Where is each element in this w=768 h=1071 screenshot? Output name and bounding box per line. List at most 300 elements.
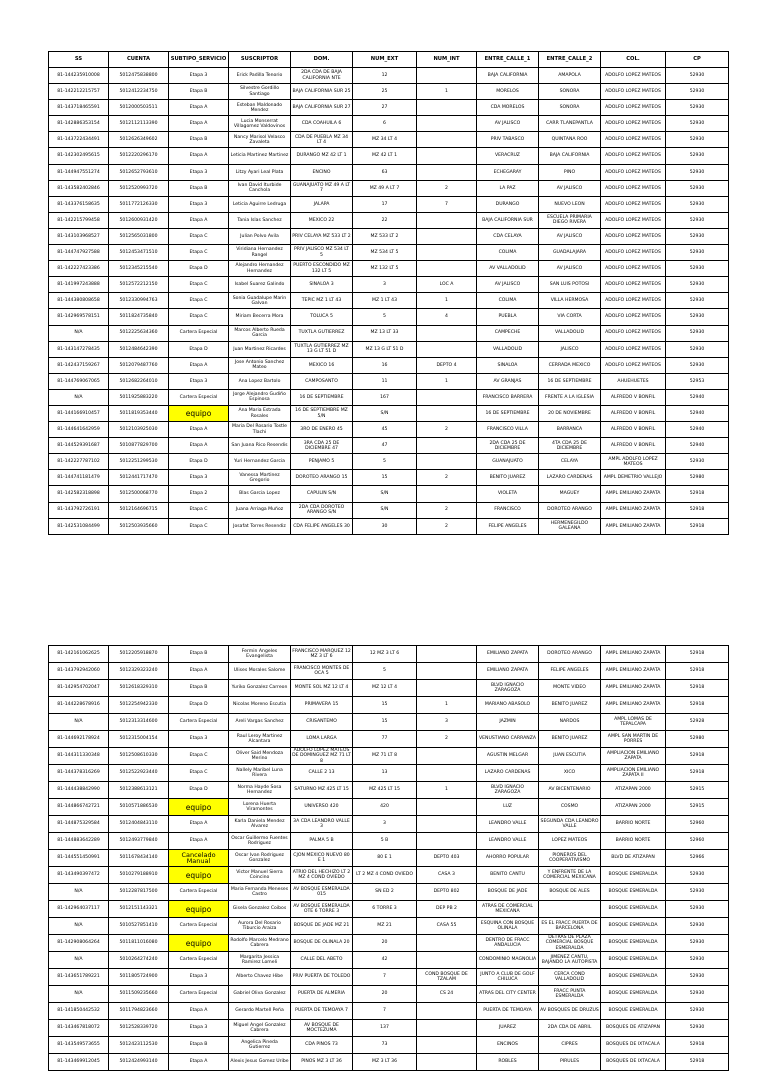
table-cell: PRIV JALISCO MZ 534 LT 5 xyxy=(291,245,353,261)
table-cell: ADOLFO LOPEZ MATEOS xyxy=(601,84,666,100)
table-cell: Rodolfo Marcelo Medrano Cabrera xyxy=(229,935,291,952)
table-cell: MONTE SOL MZ 12 LT 4 xyxy=(291,680,353,697)
table-cell: 52966 xyxy=(666,850,729,867)
table-cell: AV BICENTENARIO xyxy=(539,782,601,799)
table-cell: SATURNO MZ 425 LT 15 xyxy=(291,782,353,799)
table-cell: 2 xyxy=(417,502,477,518)
table-cell: 45 xyxy=(353,422,417,438)
table-cell xyxy=(417,245,477,261)
table-row xyxy=(49,748,729,765)
table-cell: Viridiana Hernandez Rangel xyxy=(229,245,291,261)
table-cell: SAN LUIS POTOSI xyxy=(539,277,601,293)
column-header: SUSCRIPTOR xyxy=(229,52,291,68)
table-cell: 81-143469912045 xyxy=(49,1054,109,1071)
table-row xyxy=(49,952,729,969)
table-cell: 81-142908064264 xyxy=(49,935,109,952)
table-cell xyxy=(417,816,477,833)
table-row xyxy=(49,1054,729,1071)
table-cell: ALFREDO V BONFIL xyxy=(601,389,666,405)
table-cell: 15 xyxy=(353,714,417,731)
table-cell: AMPL DEMETRIO VALLEJO xyxy=(601,470,666,486)
table-cell: DEPTO 4 xyxy=(417,357,477,373)
table-cell: Alexis Jesus Gomez Uribe xyxy=(229,1054,291,1071)
table-row xyxy=(49,422,729,438)
table-cell: Alberto Chavez Hibe xyxy=(229,969,291,986)
table-cell: ADOLFO LOPEZ MATEOS xyxy=(601,228,666,244)
table-cell: 77 xyxy=(353,731,417,748)
table-cell: AMPLIACION EMILIANO ZAPATA II xyxy=(601,765,666,782)
table-cell: JALAPA xyxy=(291,196,353,212)
table-cell: 5012254942330 xyxy=(109,697,169,714)
table-cell: LEANDRO VALLE xyxy=(477,816,539,833)
table-cell: Etapa C xyxy=(169,748,229,765)
table-cell: AV JALISCO xyxy=(539,261,601,277)
table-cell: BOSQUE ESMERALDA xyxy=(601,918,666,935)
table-cell: MZ 42 LT 1 xyxy=(353,148,417,164)
table-cell: GUADALAJARA xyxy=(539,245,601,261)
table-cell: BOSQUE ESMERALDA xyxy=(601,901,666,918)
table-cell: Oscar Guillermo Fuentes Rodriguez xyxy=(229,833,291,850)
table-cell: 5012287817500 xyxy=(109,884,169,901)
table-cell: Cartera Especial xyxy=(169,986,229,1003)
column-header: COL. xyxy=(601,52,666,68)
table-cell: Vanessa Martinez Gregorio xyxy=(229,470,291,486)
table-cell: 12 xyxy=(353,68,417,84)
table-cell: 5012520993720 xyxy=(109,180,169,196)
table-cell: 52930 xyxy=(666,935,729,952)
table-cell: DEPTO 802 xyxy=(417,884,477,901)
table-cell: 81-144378316269 xyxy=(49,765,109,782)
table-row xyxy=(49,850,729,867)
table-cell: Karla Daniela Mendez Alvarez xyxy=(229,816,291,833)
table-cell xyxy=(417,228,477,244)
table-cell: Cartera Especial xyxy=(169,714,229,731)
table-cell: 7 xyxy=(353,969,417,986)
table-row xyxy=(49,196,729,212)
table-cell: 5012484642390 xyxy=(109,341,169,357)
table-cell: 52930 xyxy=(666,68,729,84)
table-cell: SINALOA xyxy=(477,357,539,373)
table-cell: MZ 13 G LT 51 D xyxy=(353,341,417,357)
table-cell: BOSQUE ESMERALDA xyxy=(601,969,666,986)
table-cell: 5010264274240 xyxy=(109,952,169,969)
table-cell: ESCUELA PRIMARIA DIEGO RIVERA xyxy=(539,212,601,228)
table-cell: Leticia Aguirre Ledruga xyxy=(229,196,291,212)
table-cell: 52918 xyxy=(666,1037,729,1054)
table-cell: 16 DE SEPTIEMBRE MZ 5/N xyxy=(291,405,353,421)
table-cell: Gisela Gonzalez Coibos xyxy=(229,901,291,918)
table-cell xyxy=(417,454,477,470)
table-cell: 5010527851410 xyxy=(109,918,169,935)
table-cell: 30 xyxy=(353,518,417,534)
table-cell: 4 xyxy=(417,309,477,325)
table-cell: N/A xyxy=(49,952,109,969)
table-cell: 81-142582318898 xyxy=(49,486,109,502)
table-cell: ADOLFO LOPEZ MATEOS xyxy=(601,261,666,277)
table-cell xyxy=(417,486,477,502)
table-cell xyxy=(539,901,601,918)
table-cell: 5 xyxy=(353,454,417,470)
table-cell: Nancy Marisol Velasco Zavaleta xyxy=(229,132,291,148)
table-row xyxy=(49,1003,729,1020)
table-cell: LOMA LARGA xyxy=(291,731,353,748)
table-cell xyxy=(417,116,477,132)
table-cell: BAJA CALIFORNIA SUR xyxy=(477,212,539,228)
table-cell: MZ 1 LT 43 xyxy=(353,293,417,309)
table-cell: 63 xyxy=(353,164,417,180)
table-cell: 3 xyxy=(417,714,477,731)
table-cell: 12 MZ 3 LT 6 xyxy=(353,646,417,663)
table-cell: BOSQUES DE IXTACALA xyxy=(601,1054,666,1071)
table-cell: Etapa A xyxy=(169,1003,229,1020)
table-cell: 81-143549573655 xyxy=(49,1037,109,1054)
table-cell: N/A xyxy=(49,389,109,405)
table-cell: BAJA CALIFORNIA SUR 27 xyxy=(291,100,353,116)
table-cell: 81-144311330348 xyxy=(49,748,109,765)
table-cell: Cartera Especial xyxy=(169,952,229,969)
table-row xyxy=(49,646,729,663)
table-cell: BOSQUE DE ALES xyxy=(539,884,601,901)
table-cell: 47 xyxy=(353,438,417,454)
table-cell: AMPL EMILIANO ZAPATA xyxy=(601,486,666,502)
table-cell: GUANAJUATO MZ 49 A LT 7 xyxy=(291,180,353,196)
table-cell: 81-142302495615 xyxy=(49,148,109,164)
table-cell: Etapa C xyxy=(169,309,229,325)
table-cell: AGUSTIN MELGAR xyxy=(477,748,539,765)
table-cell: BLVD IGNACIO ZARAGOZA xyxy=(477,680,539,697)
table-cell: 20 xyxy=(353,986,417,1003)
table-cell: Cartera Especial xyxy=(169,884,229,901)
table-cell: FRANCISCO xyxy=(477,502,539,518)
table-row xyxy=(49,438,729,454)
table-cell: 81-141850442532 xyxy=(49,1003,109,1020)
table-cell: LAZARO CARDENAS xyxy=(477,765,539,782)
table-cell: CJON MEXICO NUEVO 80 E 1 xyxy=(291,850,353,867)
table-row xyxy=(49,389,729,405)
column-header: NUM_EXT xyxy=(353,52,417,68)
table-cell: Etapa C xyxy=(169,502,229,518)
table-cell: MZ 12 LT 4 xyxy=(353,680,417,697)
table-cell: 52930 xyxy=(666,1003,729,1020)
table-cell: LUZ xyxy=(477,799,539,816)
table-cell: BOSQUE ESMERALDA xyxy=(601,884,666,901)
table-cell: 5012112113390 xyxy=(109,116,169,132)
table-cell: VALLADOLID xyxy=(539,325,601,341)
table-cell: Etapa C xyxy=(169,245,229,261)
table-row xyxy=(49,833,729,850)
table-header-row xyxy=(49,52,729,68)
table-cell: 52930 xyxy=(666,196,729,212)
table-cell: CDA FELIPE ANGELES 30 xyxy=(291,518,353,534)
table-row xyxy=(49,799,729,816)
table-cell: Norma Hayde Sosa Hernandez xyxy=(229,782,291,799)
table-cell: CALLE 2 13 xyxy=(291,765,353,782)
table-row xyxy=(49,373,729,389)
table-cell: ADOLFO LOPEZ MATEOS xyxy=(601,68,666,84)
table-cell: 5012079487760 xyxy=(109,357,169,373)
table-cell: 81-144747927588 xyxy=(49,245,109,261)
table-cell: LOPEZ MATEOS xyxy=(539,833,601,850)
table-cell: 5012205918870 xyxy=(109,646,169,663)
table-cell: BENITO JUAREZ xyxy=(477,470,539,486)
table-cell: 52930 xyxy=(666,148,729,164)
column-header: NUM_INT xyxy=(417,52,477,68)
table-cell: VIOLETA xyxy=(477,486,539,502)
table-cell: 25 xyxy=(353,84,417,100)
table-row xyxy=(49,228,729,244)
table-cell xyxy=(417,765,477,782)
table-cell: CIPRES xyxy=(539,1037,601,1054)
table-cell: AMPLIACION EMILIANO ZAPATA xyxy=(601,748,666,765)
table-cell: BOSQUE ESMERALDA xyxy=(601,986,666,1003)
table-cell: Etapa 3 xyxy=(169,164,229,180)
table-cell: MAGUEY xyxy=(539,486,601,502)
table-cell: HERMENEGILDO GALEANA xyxy=(539,518,601,534)
table-cell xyxy=(417,952,477,969)
table-cell: PUERTA DE ALMERIA xyxy=(291,986,353,1003)
table-cell: BENITO CANTU xyxy=(477,867,539,884)
table-row xyxy=(49,486,729,502)
table-cell: CDA CELAYA xyxy=(477,228,539,244)
table-cell: AV JALISCO xyxy=(539,228,601,244)
table-cell: 81-144866742721 xyxy=(49,799,109,816)
table-cell: 52930 xyxy=(666,357,729,373)
table-cell: AMPL ADOLFO LOPEZ MATEOS xyxy=(601,454,666,470)
table-cell: Angelica Pineda Gutierrez xyxy=(229,1037,291,1054)
table-row xyxy=(49,918,729,935)
table-cell: Etapa 2 xyxy=(169,486,229,502)
table-cell: 2DA CDA DE BAJA CALIFORNIA NTE xyxy=(291,68,353,84)
table-cell: 2 xyxy=(417,731,477,748)
table-cell: Etapa D xyxy=(169,782,229,799)
table-cell: ENCINOS xyxy=(477,1037,539,1054)
table-cell: 13 xyxy=(353,765,417,782)
table-cell: 5012493779840 xyxy=(109,833,169,850)
table-cell: Erick Padilla Tenorio xyxy=(229,68,291,84)
table-cell: BOSQUE ESMERALDA xyxy=(601,867,666,884)
table-cell: AV GRANJAS xyxy=(477,373,539,389)
table-cell: FRACC PUNTA ESMERALDA xyxy=(539,986,601,1003)
table-cell: PIRULES xyxy=(539,1054,601,1071)
table-cell: 52918 xyxy=(666,663,729,680)
table-cell: 81-141997243888 xyxy=(49,277,109,293)
table-cell: 81-143147278435 xyxy=(49,341,109,357)
table-cell: 4TA CDA 25 DE DICIEMBRE xyxy=(539,438,601,454)
table-cell: 5012652793610 xyxy=(109,164,169,180)
table-cell: 80 E 1 xyxy=(353,850,417,867)
table-cell xyxy=(417,341,477,357)
table-cell: Cartera Especial xyxy=(169,918,229,935)
table-row xyxy=(49,245,729,261)
table-cell: Margarita Jessica Ramirez Lomeli xyxy=(229,952,291,969)
table-cell: equipo xyxy=(169,405,229,421)
table-cell: AMPL EMILIANO ZAPATA xyxy=(601,518,666,534)
table-cell: DETRAS DE PLAZA COMERCIAL BOSQUE ESMERALDA xyxy=(539,935,601,952)
table-cell: 81-143651789221 xyxy=(49,969,109,986)
table-cell: 5012500068770 xyxy=(109,486,169,502)
table-cell: 167 xyxy=(353,389,417,405)
table-cell: Yuri Hernandez Garcia xyxy=(229,454,291,470)
table-cell: 52930 xyxy=(666,986,729,1003)
table-cell: CERRADA MEXICO xyxy=(539,357,601,373)
table-cell: ENCINO xyxy=(291,164,353,180)
table-cell: ATRIO DEL HECHIZO LT 2 MZ 4 COND OVIEDO xyxy=(291,867,353,884)
table-row xyxy=(49,325,729,341)
table-cell: Aurora Del Rosario Tiburcio Araiza xyxy=(229,918,291,935)
table-cell: BLVD IGNACIO ZARAGOZA xyxy=(477,782,539,799)
table-cell: AMPL EMILIANO ZAPATA xyxy=(601,646,666,663)
table-cell: 27 xyxy=(353,100,417,116)
table-cell: 81-143718465591 xyxy=(49,100,109,116)
table-cell: COLIMA xyxy=(477,293,539,309)
table-row xyxy=(49,84,729,100)
table-cell: MEXICO 16 xyxy=(291,357,353,373)
table-cell: Etapa 3 xyxy=(169,470,229,486)
table-cell: Etapa A xyxy=(169,663,229,680)
table-cell: 52918 xyxy=(666,502,729,518)
table-cell: Etapa A xyxy=(169,833,229,850)
table-cell: PUERTA DE TEMOAYA 7 xyxy=(291,1003,353,1020)
table-cell: PRIV TABASCO xyxy=(477,132,539,148)
table-cell: 5011925883220 xyxy=(109,389,169,405)
table-cell: 5011819353440 xyxy=(109,405,169,421)
table-cell: 5012103925030 xyxy=(109,422,169,438)
table-cell: AMPL SAN MARTIN DE PORRES xyxy=(601,731,666,748)
table-cell: AV JALISCO xyxy=(477,116,539,132)
table-cell: Etapa A xyxy=(169,422,229,438)
table-cell: BAJA CALIFORNIA SUR 25 xyxy=(291,84,353,100)
table-cell: 81-142227787102 xyxy=(49,454,109,470)
table-cell: 81-143722434491 xyxy=(49,132,109,148)
table-cell: Nallely Maribel Luna Rivera xyxy=(229,765,291,782)
table-cell: 52915 xyxy=(666,799,729,816)
table-cell: BARRIO NORTE xyxy=(601,816,666,833)
table-cell: PRIV CELAYA MZ 533 LT 2 xyxy=(291,228,353,244)
table-cell: 5011824735840 xyxy=(109,309,169,325)
table-cell: 16 DE SEPTIEMBRE xyxy=(539,373,601,389)
table-cell: 5012220296170 xyxy=(109,148,169,164)
table-cell: 52930 xyxy=(666,325,729,341)
table-cell: ADOLFO LOPEZ MATEOS xyxy=(601,293,666,309)
table-cell: ES EL FRACC PUERTA DE BARCELONA xyxy=(539,918,601,935)
table-cell: AV JALISCO xyxy=(477,277,539,293)
table-cell: ROBLES xyxy=(477,1054,539,1071)
table-cell xyxy=(417,405,477,421)
table-cell: equipo xyxy=(169,901,229,918)
table-cell: ALFREDO V BONFIL xyxy=(601,405,666,421)
table-cell: Etapa B xyxy=(169,1037,229,1054)
table-cell: 20 xyxy=(353,935,417,952)
table-cell: 81-142531084499 xyxy=(49,518,109,534)
table-cell: CAPULIN S/N xyxy=(291,486,353,502)
table-cell: 52918 xyxy=(666,646,729,663)
table-cell: 52930 xyxy=(666,1020,729,1037)
table-cell: 52930 xyxy=(666,245,729,261)
table-cell: AMPL EMILIANO ZAPATA xyxy=(601,697,666,714)
column-header: SS xyxy=(49,52,109,68)
table-cell: Etapa A xyxy=(169,148,229,164)
table-cell: VENUSTIANO CARRANZA xyxy=(477,731,539,748)
table-cell: 5012000503511 xyxy=(109,100,169,116)
table-cell: ATRAS DEL CITY CENTER xyxy=(477,986,539,1003)
table-row xyxy=(49,714,729,731)
table-cell: Etapa C xyxy=(169,228,229,244)
table-cell: 5010279188910 xyxy=(109,867,169,884)
table-cell: MZ 49 A LT 7 xyxy=(353,180,417,196)
table-cell: 52940 xyxy=(666,389,729,405)
table-cell: PINOS MZ 3 LT 36 xyxy=(291,1054,353,1071)
table-row xyxy=(49,341,729,357)
table-cell: AV VALLADOLID xyxy=(477,261,539,277)
table-cell: Juana Arriaga Muñoz xyxy=(229,502,291,518)
table-cell: Etapa B xyxy=(169,84,229,100)
table-row xyxy=(49,1020,729,1037)
table-cell: 81-144883642289 xyxy=(49,833,109,850)
table-cell: 3 xyxy=(353,277,417,293)
table-cell: 2DA CDA DE ABRIL xyxy=(539,1020,601,1037)
table-cell: Cartera Especial xyxy=(169,389,229,405)
table-cell: ADOLFO LOPEZ MATEOS DE DOMINGUEZ MZ 71 LT 8 xyxy=(292,748,351,764)
table-cell: 52930 xyxy=(666,293,729,309)
table-cell: 52930 xyxy=(666,867,729,884)
table-cell: AHORRO POPULAR xyxy=(477,850,539,867)
table-cell: 81-144438842990 xyxy=(49,782,109,799)
table-row xyxy=(49,357,729,373)
table-cell: 5012503935660 xyxy=(109,518,169,534)
table-cell: TEPIC MZ 1 LT 43 xyxy=(291,293,353,309)
table-cell: 81-143467818072 xyxy=(49,1020,109,1037)
table-cell: 2 xyxy=(417,470,477,486)
table-cell: Etapa A xyxy=(169,438,229,454)
table-cell: LT 2 MZ 4 COND OVIEDO xyxy=(353,867,417,884)
table-cell: PIONEROS DEL COOPERATIVISMO xyxy=(539,850,601,867)
table-cell: 16 xyxy=(353,357,417,373)
table-cell: 5012572212150 xyxy=(109,277,169,293)
table-cell: JIMENEZ CANTU, BAJANDO LA AUTOPISTA xyxy=(539,952,601,969)
table-cell: ADOLFO LOPEZ MATEOS xyxy=(601,164,666,180)
table-cell: 52960 xyxy=(666,833,729,850)
table-cell: Etapa 3 xyxy=(169,68,229,84)
table-row xyxy=(49,502,729,518)
table-cell: DEPTO 403 xyxy=(417,850,477,867)
table-cell: 3 xyxy=(353,816,417,833)
table-cell: 5012404843110 xyxy=(109,816,169,833)
table-cell: 81-142886353154 xyxy=(49,116,109,132)
table-cell: CAMPECHE xyxy=(477,325,539,341)
table-cell: Areli Vargas Sanchez xyxy=(229,714,291,731)
table-row xyxy=(49,816,729,833)
table-row xyxy=(49,969,729,986)
table-cell: PRIV PUERTA DE TOLEDO xyxy=(291,969,353,986)
table-row xyxy=(49,293,729,309)
table-cell: FRANCISCO MONTES DE OCA 5 xyxy=(291,663,353,680)
table-cell: 81-143792942060 xyxy=(49,663,109,680)
table-cell: BOSQUE DE JADE MZ 21 xyxy=(291,918,353,935)
table-row xyxy=(49,132,729,148)
table-cell: Julian Polvo Avila xyxy=(229,228,291,244)
table-cell: Etapa A xyxy=(169,116,229,132)
table-cell: 5012626349602 xyxy=(109,132,169,148)
table-cell: 81-144380808658 xyxy=(49,293,109,309)
table-cell: 81-144769067065 xyxy=(49,373,109,389)
table-cell: MZ 34 LT 4 xyxy=(353,132,417,148)
table-cell: Ulises Morales Salome xyxy=(229,663,291,680)
table-cell: 5012345215540 xyxy=(109,261,169,277)
table-cell: San Juana Rico Resendis xyxy=(229,438,291,454)
table-cell xyxy=(417,68,477,84)
table-cell: SONORA xyxy=(539,84,601,100)
table-row xyxy=(49,697,729,714)
